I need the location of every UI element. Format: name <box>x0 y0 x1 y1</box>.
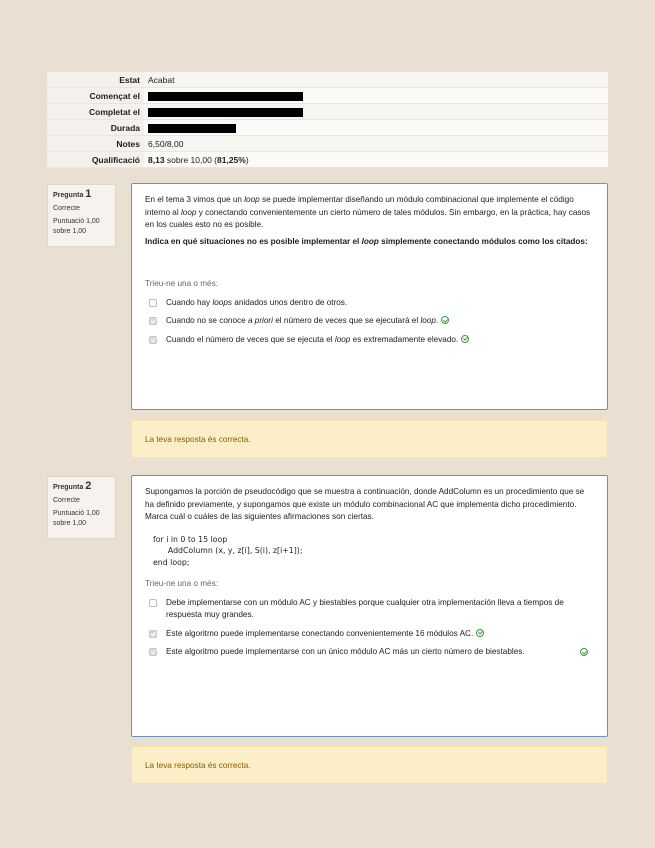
summary-value <box>144 152 608 168</box>
checkbox-unchecked[interactable] <box>149 299 157 307</box>
question-2-content <box>131 475 608 737</box>
summary-row-marks <box>47 136 608 152</box>
option-label: Cuando hay loops anidados unos dentro de otros. <box>166 297 348 307</box>
correct-check-icon <box>580 648 588 656</box>
grade-percent: 81,25% <box>217 154 246 165</box>
question-1-info <box>47 184 116 247</box>
grade-value: 8,13 <box>148 154 165 165</box>
checkbox-checked[interactable] <box>149 317 157 325</box>
option-label: Este algoritmo puede implementarse con un único módulo AC más un cierto número de biestables. <box>166 647 525 656</box>
question-2-info <box>47 476 116 539</box>
answer-option[interactable] <box>145 315 594 328</box>
code-line: end loop; <box>153 557 190 567</box>
redaction-bar <box>148 92 303 101</box>
summary-label: Qualificació <box>47 152 144 168</box>
summary-value: Acabat <box>144 72 608 88</box>
option-label: Este algoritmo puede implementarse conectando convenientemente 16 módulos AC. <box>166 628 594 641</box>
question-1-content <box>131 183 608 410</box>
question-paragraph: En el tema 3 vimos que un loop se puede implementar diseñando un módulo combinacional que implemente el código interno al loop y conectando convenientemente un cierto número de tales módulos. Sin embargo, en la práctica, hay casos en los cuales esto no es posible. <box>145 195 591 229</box>
answer-option[interactable] <box>145 334 594 347</box>
summary-value-redacted <box>144 104 608 120</box>
summary-row-started <box>47 88 608 104</box>
summary-value-redacted <box>144 88 608 104</box>
grade-text: ) <box>245 154 249 165</box>
answer-option[interactable] <box>145 646 594 659</box>
checkbox-unchecked[interactable] <box>149 599 157 607</box>
question-paragraph: Supongamos la porción de pseudocódigo que se muestra a continuación, donde AddColumn es un procedimiento que se ha definido previamente, y supongamos que existe un módulo combinacional AC que implementa dicho procedimiento. Marca cuál o cuáles de las siguientes afirmaciones son ciertas. <box>145 487 585 521</box>
question-instruction: Indica en qué situaciones no es posible implementar el loop simplemente conectando módulos como los citados: <box>145 236 588 246</box>
summary-row-completed <box>47 104 608 120</box>
attempt-summary-table <box>47 72 608 168</box>
summary-label: Durada <box>47 120 144 136</box>
question-number: Pregunta 2 <box>53 480 92 492</box>
answer-prompt: Trieu-ne una o més: <box>145 579 218 588</box>
summary-row-state <box>47 72 608 88</box>
checkbox-checked[interactable] <box>149 336 157 344</box>
grade-text: sobre 10,00 ( <box>164 154 217 165</box>
question-status: Correcte <box>53 497 80 504</box>
checkbox-checked[interactable] <box>149 648 157 656</box>
option-label: Cuando el número de veces que se ejecuta el loop es extremadamente elevado. <box>166 334 594 347</box>
code-line: AddColumn (x, y, z[i], S(i), z[i+1]); <box>153 546 303 555</box>
question-status: Correcte <box>53 205 80 212</box>
correct-check-icon <box>461 335 469 343</box>
redaction-bar <box>148 108 303 117</box>
pseudocode-block <box>153 534 594 569</box>
question-2-feedback: La teva resposta és correcta. <box>131 746 608 784</box>
question-text <box>145 194 594 248</box>
summary-value: 6,50/8,00 <box>144 136 608 152</box>
summary-row-duration <box>47 120 608 136</box>
answer-option[interactable] <box>145 297 594 310</box>
question-1-feedback: La teva resposta és correcta. <box>131 420 608 458</box>
answer-option[interactable] <box>145 597 594 622</box>
summary-label: Començat el <box>47 88 144 104</box>
question-text <box>145 486 594 524</box>
summary-value-redacted <box>144 120 608 136</box>
option-label: Cuando no se conoce a priori el número de veces que se ejecutará el loop. <box>166 315 594 328</box>
question-number: Pregunta 1 <box>53 188 92 200</box>
summary-label: Estat <box>47 72 144 88</box>
redaction-bar <box>148 124 236 133</box>
correct-check-icon <box>441 316 449 324</box>
code-line: for i in 0 to 15 loop <box>153 534 228 544</box>
correct-check-icon <box>476 629 484 637</box>
question-points: Puntuació 1,00 sobre 1,00 <box>53 510 100 527</box>
summary-row-grade <box>47 152 608 168</box>
answer-prompt: Trieu-ne una o més: <box>145 279 218 288</box>
answer-option[interactable] <box>145 628 594 641</box>
summary-label: Notes <box>47 136 144 152</box>
option-label: Debe implementarse con un módulo AC y biestables porque cualquier otra implementación lleva a tiempos de respuesta muy grandes. <box>166 597 564 619</box>
checkbox-checked[interactable] <box>149 630 157 638</box>
question-points: Puntuació 1,00 sobre 1,00 <box>53 218 100 235</box>
summary-label: Completat el <box>47 104 144 120</box>
